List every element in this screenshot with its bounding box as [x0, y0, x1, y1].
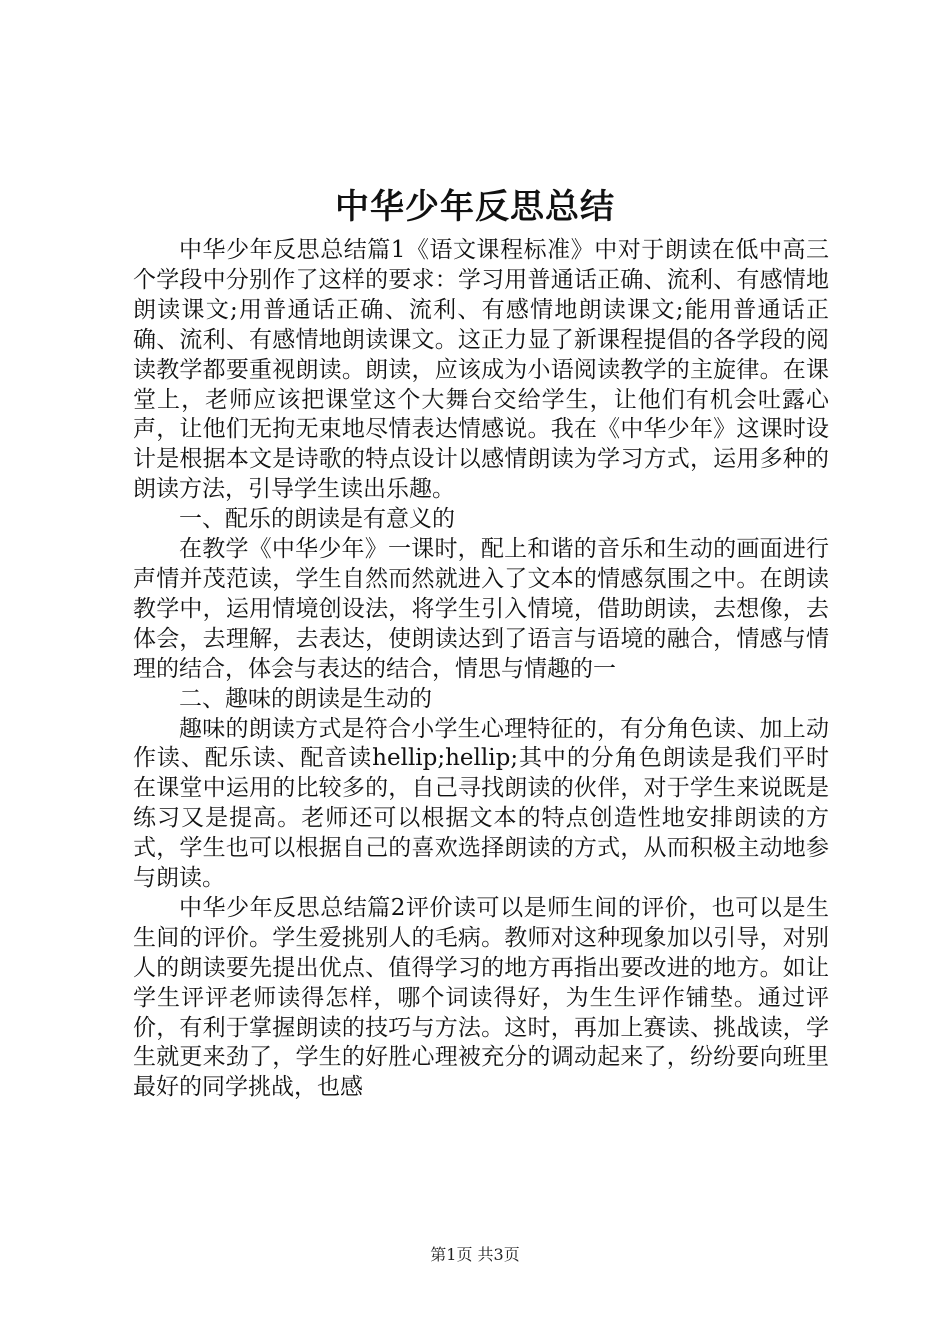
paragraph-music-reading: 在教学《中华少年》一课时，配上和谐的音乐和生动的画面进行声情并茂范读，学生自然而然就进入了文本的情感氛围之中。在朗读教学中，运用情境创设法，将学生引入情境，借助朗读，去想像，去体会，去理解，去表达，使朗读达到了语言与语境的融合，情感与情理的结合，体会与表达的结合，情思与情趣的一 [133, 536, 829, 682]
paragraph-intro: 中华少年反思总结篇1《语文课程标准》中对于朗读在低中高三个学段中分别作了这样的要求：学习用普通话正确、流利、有感情地朗读课文;用普通话正确、流利、有感情地朗读课文;能用普通话正确、流利、有感情地朗读课文。这正力显了新课程提倡的各学段的阅读教学都要重视朗读。朗读，应该成为小语阅读教学的主旋律。在课堂上，老师应该把课堂这个大舞台交给学生，让他们有机会吐露心声，让他们无拘无束地尽情表达情感说。我在《中华少年》这课时设计是根据本文是诗歌的特点设计以感情朗读为学习方式，运用多种的朗读方法，引导学生读出乐趣。 [133, 237, 829, 503]
page-footer: 第1页 共3页 [430, 1245, 520, 1264]
section-heading-1: 一、配乐的朗读是有意义的 [179, 506, 455, 533]
document-body [133, 236, 829, 1103]
paragraph-fun-reading: 趣味的朗读方式是符合小学生心理特征的，有分角色读、加上动作读、配乐读、配音读hellip;hellip;其中的分角色朗读是我们平时在课堂中运用的比较多的，自己寻找朗读的伙伴，对于学生来说既是练习又是提高。老师还可以根据文本的特点创造性地安排朗读的方式，学生也可以根据自己的喜欢选择朗读的方式，从而积极主动地参与朗读。 [133, 715, 829, 892]
section-heading-2: 二、趣味的朗读是生动的 [179, 685, 432, 712]
paragraph-evaluation: 中华少年反思总结篇2评价读可以是师生间的评价，也可以是生生间的评价。学生爱挑别人的毛病。教师对这种现象加以引导，对别人的朗读要先提出优点、值得学习的地方再指出要改进的地方。如让学生评评老师读得怎样，哪个词读得好，为生生评作铺垫。通过评价，有利于掌握朗读的技巧与方法。这时，再加上赛读、挑战读，学生就更来劲了，学生的好胜心理被充分的调动起来了，纷纷要向班里最好的同学挑战，也感 [133, 894, 829, 1101]
document-title: 中华少年反思总结 [335, 187, 615, 227]
